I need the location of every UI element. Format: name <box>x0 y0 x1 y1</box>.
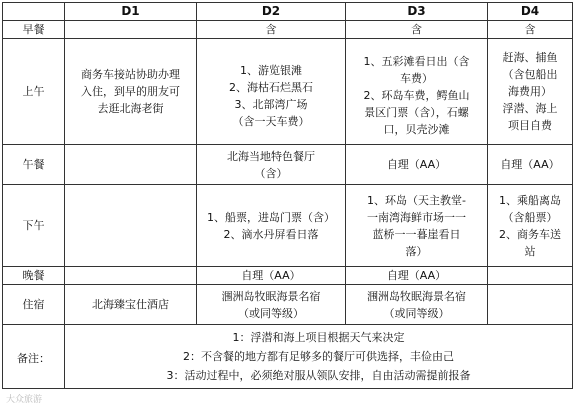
afternoon-row <box>3 185 573 267</box>
afternoon-d2-line: 2、滴水丹屏看日落 <box>223 227 319 241</box>
afternoon-d3-line: 蓝桥一一暮崖看日 <box>372 227 461 241</box>
note-item: 2：不含餐的地方都有足够多的餐厅可供选择，丰俭由己 <box>183 350 454 363</box>
morning-d1-line: 入住，到早的朋友可 <box>81 85 180 98</box>
lodging-d3-line: （或同等级） <box>383 306 450 320</box>
note-item: 3：活动过程中，必须绝对服从领队安排，自由活动需提前报备 <box>166 369 471 382</box>
header-d3: D3 <box>346 3 488 21</box>
afternoon-d3 <box>346 185 488 267</box>
breakfast-label: 早餐 <box>3 21 65 39</box>
morning-d4 <box>488 39 573 145</box>
lodging-d2-line: （或同等级） <box>238 306 304 320</box>
header-d4: D4 <box>488 3 573 21</box>
morning-d3-line: 景区门票（含），石螺 <box>364 106 469 119</box>
itinerary-table <box>2 2 573 389</box>
dinner-d3: 自理（AA） <box>346 267 488 285</box>
afternoon-d4-line: 2、商务车送 <box>499 227 561 241</box>
header-d1: D1 <box>65 3 197 21</box>
lunch-d1 <box>65 145 197 185</box>
notes-content <box>65 325 573 389</box>
lodging-label: 住宿 <box>3 285 65 325</box>
lodging-row <box>3 285 573 325</box>
lodging-d2 <box>197 285 346 325</box>
dinner-d2: 自理（AA） <box>197 267 346 285</box>
morning-d3 <box>346 39 488 145</box>
afternoon-d3-line: 落） <box>405 244 428 258</box>
morning-d4-line: 项目自费 <box>508 119 552 132</box>
notes-row <box>3 325 573 389</box>
lodging-d4 <box>488 285 573 325</box>
lodging-d1: 北海臻宝仕酒店 <box>65 285 197 325</box>
afternoon-d2 <box>197 185 346 267</box>
header-row <box>3 3 573 21</box>
lunch-d2 <box>197 145 346 185</box>
lodging-d3 <box>346 285 488 325</box>
dinner-label: 晚餐 <box>3 267 65 285</box>
breakfast-d2: 含 <box>197 21 346 39</box>
lunch-d2-line: （含） <box>254 166 288 180</box>
note-item: 1：浮潜和海上项目根据天气来决定 <box>232 331 405 344</box>
afternoon-d4-line: 站 <box>524 244 536 258</box>
morning-d1 <box>65 39 197 145</box>
breakfast-d4: 含 <box>488 21 573 39</box>
morning-d2-line: 3、北部湾广场 <box>234 97 308 111</box>
afternoon-d4-line: （含船票） <box>502 210 558 224</box>
afternoon-d1 <box>65 185 197 267</box>
lunch-d2-line: 北海当地特色餐厅 <box>227 149 315 163</box>
morning-d4-line: （含包船出 <box>502 68 558 81</box>
dinner-d4 <box>488 267 573 285</box>
morning-d4-line: 海费用） <box>508 85 552 98</box>
lunch-d4: 自理（AA） <box>488 145 573 185</box>
breakfast-d3: 含 <box>346 21 488 39</box>
afternoon-d3-line: 一南湾海鲜市场一一 <box>367 210 466 224</box>
dinner-d1 <box>65 267 197 285</box>
morning-d3-line: 车费） <box>400 72 433 85</box>
morning-d2 <box>197 39 346 145</box>
breakfast-d1 <box>65 21 197 39</box>
morning-d3-line: 1、五彩滩看日出（含 <box>363 55 470 68</box>
afternoon-d4 <box>488 185 573 267</box>
afternoon-d2-line: 1、船票，进岛门票（含） <box>207 210 335 224</box>
morning-d2-line: （含一天车费） <box>232 114 310 128</box>
afternoon-d4-line: 1、乘船离岛 <box>499 193 561 207</box>
morning-d1-line: 商务车接站协助办理 <box>81 68 180 81</box>
dinner-row <box>3 267 573 285</box>
header-d2: D2 <box>197 3 346 21</box>
morning-row <box>3 39 573 145</box>
morning-d4-line: 浮潜、海上 <box>502 102 558 115</box>
afternoon-label: 下午 <box>3 185 65 267</box>
morning-d3-line: 2、环岛车费，鳄鱼山 <box>363 89 470 102</box>
notes-label: 备注： <box>3 325 65 389</box>
morning-d3-line: 口，贝壳沙滩 <box>383 123 450 136</box>
morning-label: 上午 <box>3 39 65 145</box>
lodging-d3-line: 涠洲岛牧眠海景名宿 <box>367 289 466 303</box>
morning-d2-line: 2、海枯石烂黑石 <box>229 80 313 94</box>
header-corner <box>3 3 65 21</box>
lunch-d3: 自理（AA） <box>346 145 488 185</box>
afternoon-d3-line: 1、环岛（天主教堂- <box>367 193 466 207</box>
lunch-row <box>3 145 573 185</box>
lodging-d2-line: 涠洲岛牧眠海景名宿 <box>221 289 321 303</box>
lunch-label: 午餐 <box>3 145 65 185</box>
morning-d4-line: 赶海、捕鱼 <box>502 51 558 64</box>
morning-d1-line: 去逛北海老街 <box>97 102 164 115</box>
breakfast-row <box>3 21 573 39</box>
watermark-text: 大众旅游 <box>6 395 43 405</box>
morning-d2-line: 1、游览银滩 <box>240 63 302 77</box>
